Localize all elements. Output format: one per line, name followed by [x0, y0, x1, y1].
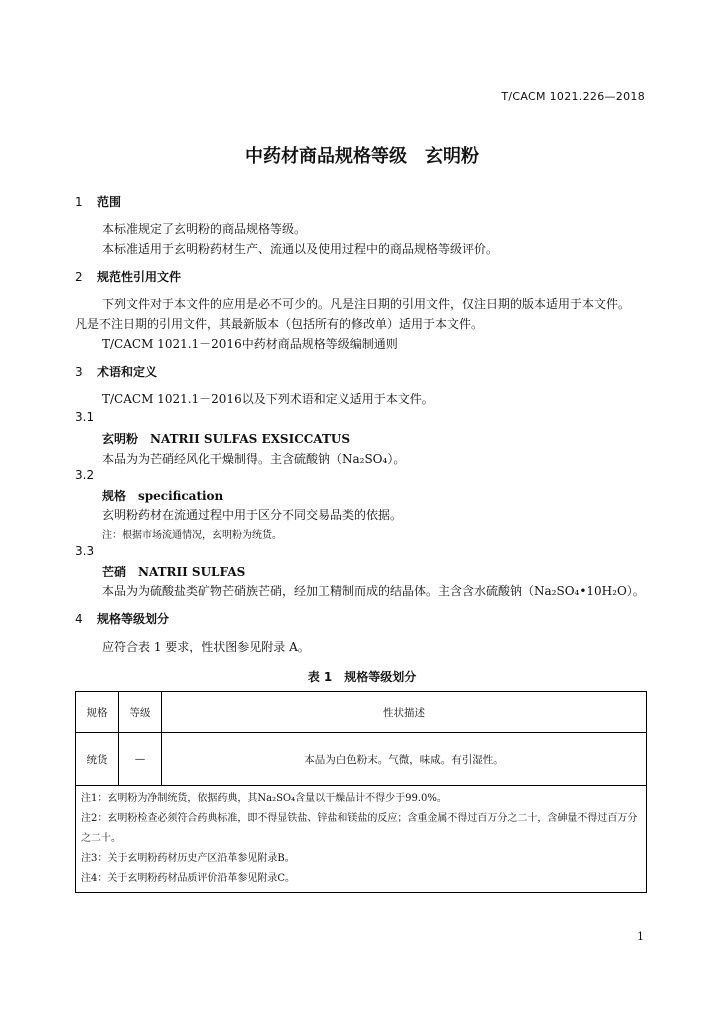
section-2-paragraph-line-1: 下列文件对于本文件的应用是必不可少的。凡是注日期的引用文件，仅注日期的版本适用于本文件。	[102, 297, 631, 311]
normative-reference: T/CACM 1021.1－2016中药材商品规格等级编制通则	[102, 337, 398, 351]
table-notes-row	[76, 786, 647, 893]
section-4-heading	[75, 610, 169, 627]
section-1-paragraph-2: 本标准适用于玄明粉药材生产、流通以及使用过程中的商品规格等级评价。	[102, 242, 499, 256]
section-4-paragraph: 应符合表 1 要求，性状图参见附录 A。	[102, 640, 310, 654]
clause-3-1-number: 3.1	[75, 410, 95, 424]
grade-table	[75, 691, 647, 893]
table-header-cell: 规格	[76, 692, 119, 733]
table-header-row	[76, 692, 647, 733]
term-3-3: 芒硝 NATRII SULFAS	[102, 565, 246, 579]
definition-3-3: 本品为为硫酸盐类矿物芒硝族芒硝，经加工精制而成的结晶体。主含含水硫酸钠（Na₂SO₄•10H₂O）。	[102, 584, 645, 598]
section-3-title: 术语和定义	[97, 365, 158, 379]
table-header-cell: 性状描述	[162, 692, 647, 733]
section-3-heading	[75, 363, 157, 380]
section-2-heading	[75, 268, 181, 285]
term-3-1: 玄明粉 NATRII SULFAS EXSICCATUS	[102, 432, 351, 446]
clause-3-3-number: 3.3	[75, 544, 95, 558]
section-4-number: 4	[75, 612, 83, 626]
section-1-paragraph-1: 本标准规定了玄明粉的商品规格等级。	[102, 222, 307, 236]
section-3-number: 3	[75, 365, 83, 379]
section-2-number: 2	[75, 270, 83, 284]
table-notes-cell	[76, 786, 647, 893]
page-number: 1	[637, 930, 644, 943]
table-note: 注2：玄明粉检查必须符合药典标准，即不得显铁盐、锌盐和镁盐的反应；含重金属不得过百万分之二十，含砷量不得过百万分之二十。	[81, 813, 638, 844]
table-caption: 表 1 规格等级划分	[307, 670, 417, 684]
section-3-intro: T/CACM 1021.1－2016以及下列术语和定义适用于本文件。	[102, 392, 434, 406]
clause-3-2-number: 3.2	[75, 468, 95, 482]
document-title: 中药材商品规格等级 玄明粉	[245, 146, 479, 167]
section-4-title: 规格等级划分	[97, 612, 170, 626]
section-2-paragraph-line-2: 凡是不注日期的引用文件，其最新版本（包括所有的修改单）适用于本文件。	[75, 317, 484, 331]
table-cell: 本品为白色粉末。气微，味咸。有引湿性。	[162, 733, 647, 786]
table-header-cell: 等级	[119, 692, 162, 733]
section-1-title: 范围	[97, 195, 122, 209]
term-3-2: 规格 specification	[102, 489, 224, 503]
table-cell: —	[119, 733, 162, 786]
definition-3-1: 本品为为芒硝经风化干燥制得。主含硫酸钠（Na₂SO₄）。	[102, 452, 406, 466]
table-note: 注4：关于玄明粉药材品质评价沿革参见附录C。	[81, 873, 296, 884]
table-note: 注3：关于玄明粉药材历史产区沿革参见附录B。	[81, 853, 295, 864]
section-1-heading	[75, 193, 121, 210]
table-cell: 统货	[76, 733, 119, 786]
note-3-2: 注：根据市场流通情况，玄明粉为统货。	[102, 530, 282, 541]
table-row	[76, 733, 647, 786]
standard-number: T/CACM 1021.226—2018	[501, 90, 645, 103]
table-note: 注1：玄明粉为净制统货，依据药典，其Na₂SO₄含量以干燥品计不得少于99.0%。	[81, 793, 447, 804]
section-1-number: 1	[75, 195, 83, 209]
definition-3-2: 玄明粉药材在流通过程中用于区分不同交易品类的依据。	[102, 508, 403, 522]
section-2-title: 规范性引用文件	[97, 270, 182, 284]
